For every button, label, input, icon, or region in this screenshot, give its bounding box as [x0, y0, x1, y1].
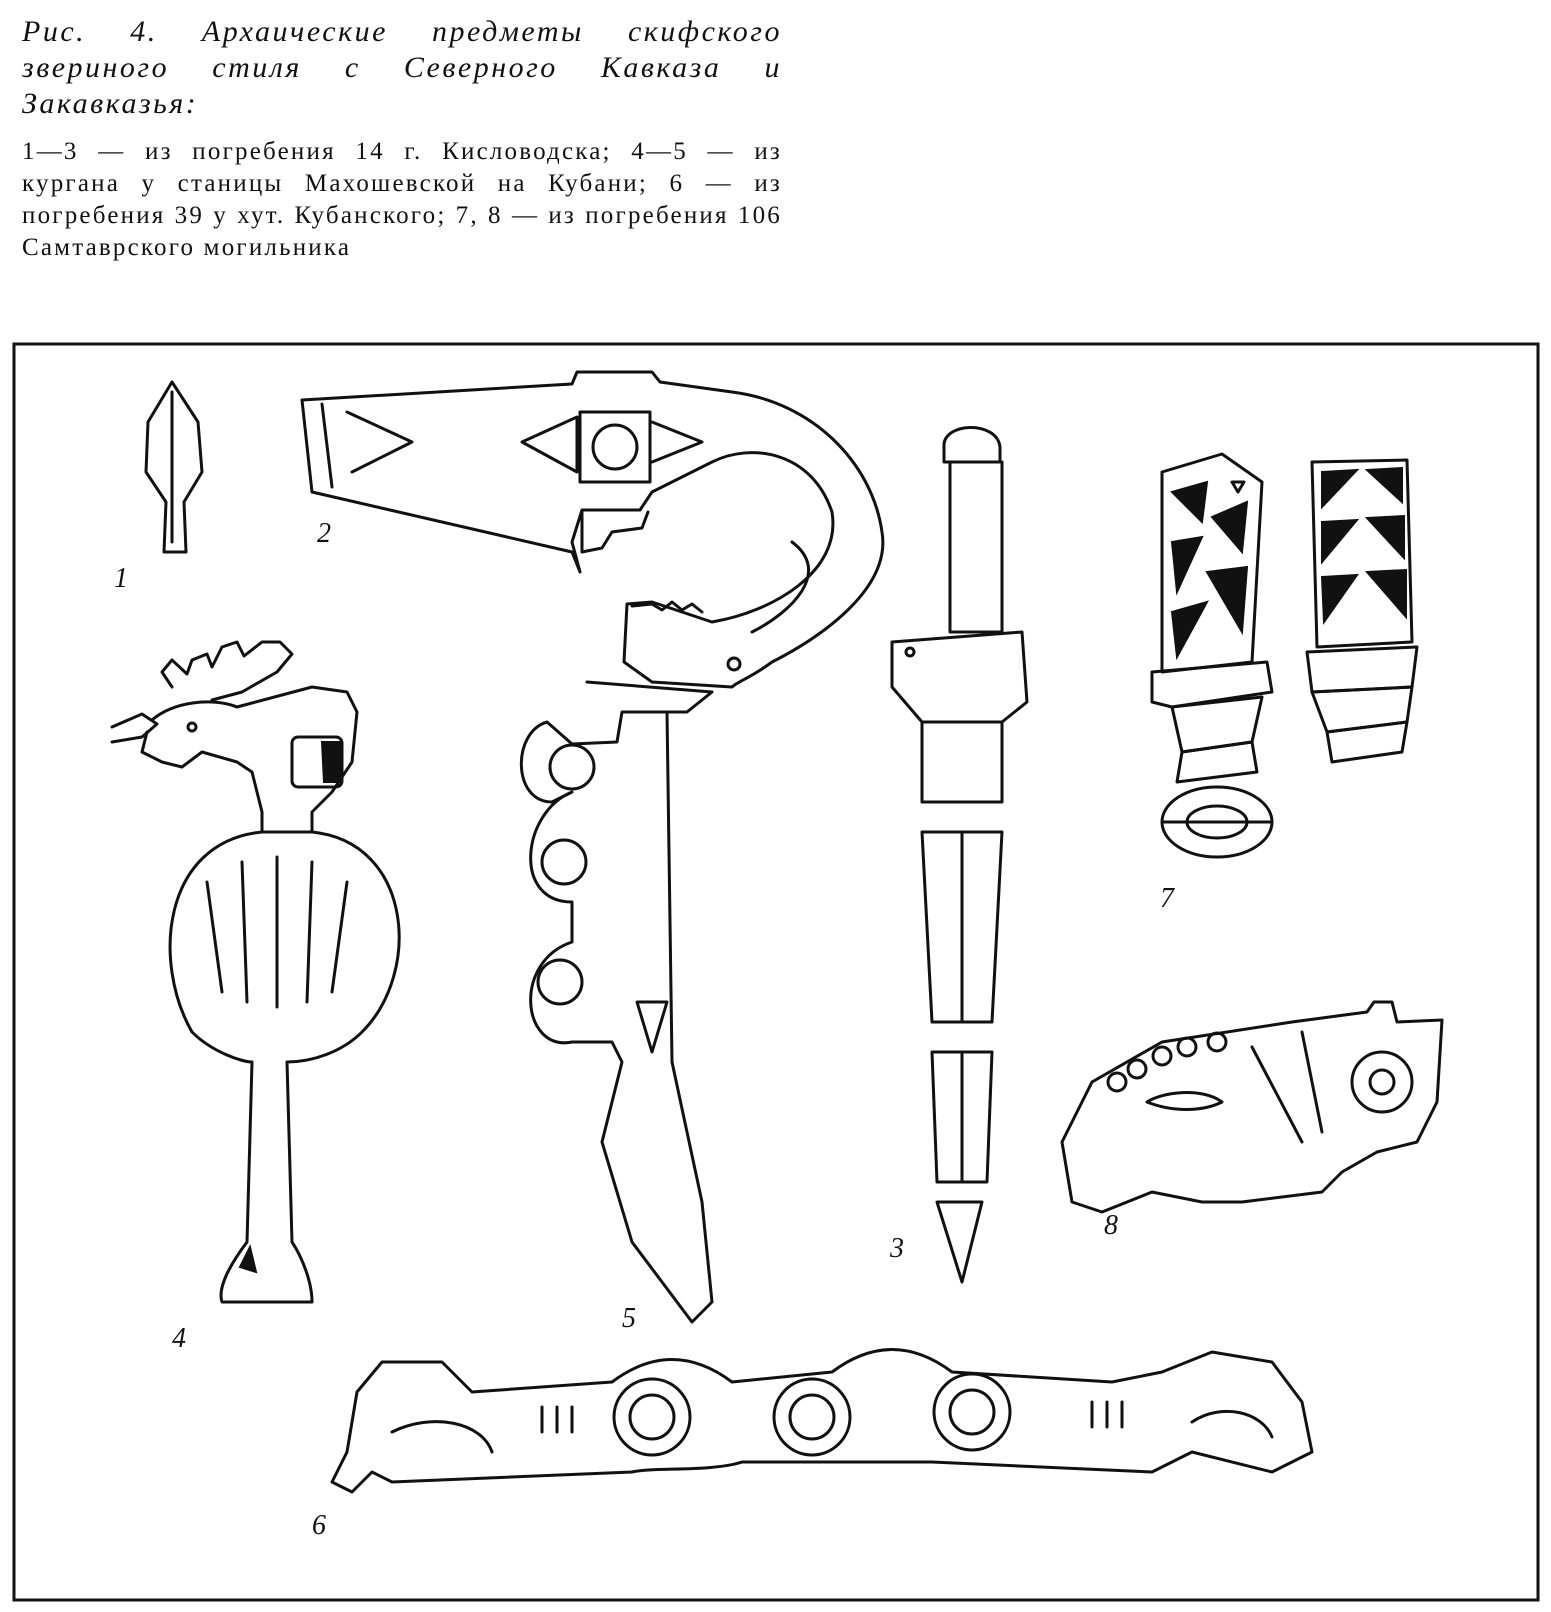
figure-number-7: 7	[1160, 883, 1174, 914]
caption-title: Рис. 4. Архаические предметы скифского звериного стиля с Северного Кавказа и Закавказья:	[22, 15, 782, 120]
figure-number-5: 5	[622, 1303, 636, 1334]
arrowhead-drawing	[146, 382, 202, 552]
figure-number-8: 8	[1104, 1210, 1118, 1241]
figure-number-6: 6	[312, 1510, 326, 1541]
figure-caption	[22, 14, 782, 264]
plate-frame	[14, 344, 1538, 1600]
figure-number-1: 1	[114, 563, 128, 594]
knife-drawing	[521, 682, 712, 1322]
figure-number-2: 2	[317, 518, 331, 549]
dagger-drawing	[892, 427, 1027, 1282]
bridle-bar-drawing	[332, 1350, 1312, 1493]
figure-number-3: 3	[890, 1233, 904, 1264]
animal-head-drawing	[1062, 1002, 1442, 1212]
animal-hook-drawing	[302, 372, 883, 687]
hilt-ornament-drawing	[1152, 454, 1417, 857]
illustration-plate	[12, 342, 1542, 1604]
caption-legend: 1—3 — из погребения 14 г. Кисловодска; 4—5 — из кургана у станицы Махошевской на Кубани; 6 — из погребения 39 у хут. Кубанского; 7, 8 — из погребения 106 Самтаврского могильника	[22, 138, 782, 261]
figure-number-4: 4	[172, 1323, 186, 1354]
deer-rattle-drawing	[112, 642, 399, 1302]
